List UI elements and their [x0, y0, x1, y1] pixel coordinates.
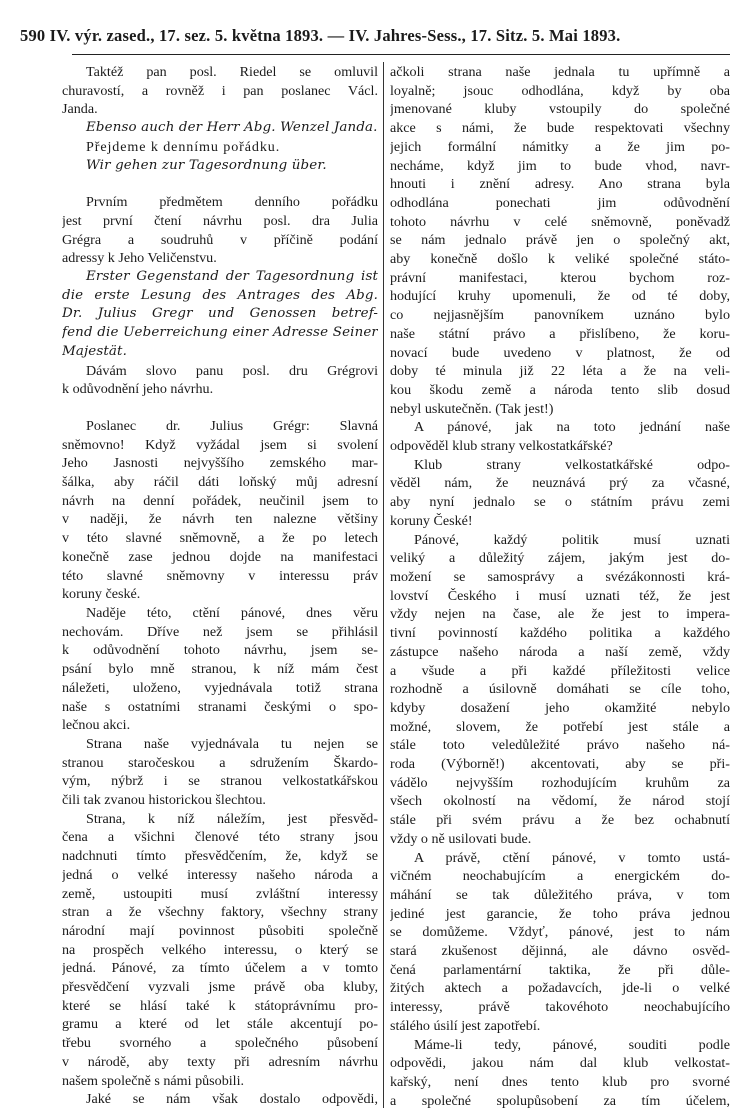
text-line: necháme, když jim to bude vhod, navr-: [390, 157, 730, 174]
text-line: stran a že všechny faktory, všechny strany: [62, 904, 378, 921]
text-line: Dr. Julius Gregr und Genossen betref-: [62, 306, 378, 322]
text-line: Strana, k níž náležím, jest přesvěd-: [86, 810, 378, 827]
text-line: Poslanec dr. Julius Grégr: Slavná: [86, 417, 378, 434]
text-line: máhání se tak důležitého práva, v tom: [390, 886, 730, 903]
text-line: v této slavné sněmovně, a že po letech: [62, 530, 378, 547]
text-line: tivní povinností každého politika a každého: [390, 625, 730, 642]
text-line: šálka, aby ráčil dáti loňský můj adresní: [62, 474, 378, 491]
text-line: psání bylo mně stranou, k níž mám čest: [62, 661, 378, 678]
text-line: čili tak zvanou historickou šlechtou.: [62, 792, 266, 809]
text-line: národní mají povinnost působiti společně: [62, 922, 378, 939]
text-line: Prvním předmětem denního pořádku: [86, 194, 378, 211]
text-line: nadchnuti tímto přesvědčením, že, když se: [62, 848, 378, 865]
text-line: ačkoli strana naše jednala tu upřímně a: [390, 64, 730, 80]
text-line: žitých aktech a požadavcích, jde-li o velké: [390, 980, 730, 997]
text-line: v naději, že návrh ten nalezne většiny: [62, 511, 378, 528]
text-line: koruny české.: [62, 586, 141, 603]
text-line: Strana naše vyjednávala tu nejen se: [86, 735, 378, 752]
text-line: země, ustoupiti musí zvláštní interessy: [62, 885, 378, 902]
text-line: veliký a důležitý zájem, jakým jest do-: [390, 550, 730, 567]
text-line: aby konečně došlo k veliké společné státo-: [390, 251, 730, 268]
text-line: Dávám slovo panu posl. dru Grégrovi: [86, 362, 378, 379]
text-line: lečnou akci.: [62, 717, 131, 734]
text-line: možení se samosprávy a svézákonnosti krá-: [390, 568, 730, 585]
text-line: stále při svém právu a že bez ochabnutí: [390, 812, 730, 829]
text-line: die erste Lesung des Antrages des Abg.: [62, 287, 378, 303]
text-line: akce s námi, že bude respektovati všechny: [390, 120, 730, 137]
text-line: Wir gehen zur Tagesordnung über.: [86, 157, 327, 173]
text-line: roda (Výborně!) akcentovati, aby se při-: [390, 756, 730, 773]
column-divider: [383, 62, 384, 1108]
text-line: lovství Českého i musí uznati též, že jest: [390, 587, 730, 604]
text-line: doby té minula již 22 léta a že na veli-: [390, 363, 730, 380]
text-line: této slavné sněmovny v interessu práv: [62, 567, 378, 584]
text-line: Ebenso auch der Herr Abg. Wenzel Janda.: [86, 120, 378, 136]
text-line: které se hlásí také k státoprávnímu pro-: [62, 997, 378, 1014]
left-column: [62, 63, 378, 1109]
text-line: na prospěch velkého interessu, o který se: [62, 941, 378, 958]
text-line: třebu svorného a společného působení: [62, 1035, 378, 1052]
text-line: Jeho Jasnosti nejvyššího zemského mar-: [62, 455, 378, 472]
text-line: se nám jednalo právě jen o společný akt,: [390, 232, 730, 249]
text-line: návrh na denní pořádek, neučinil jsem to: [62, 492, 378, 509]
text-line: kařský, není dnes tento klub pro svorné: [390, 1073, 730, 1090]
text-line: Klub strany velkostatkářské odpo-: [414, 456, 730, 473]
text-line: zástupce našeho národa a naší země, vždy: [390, 643, 730, 660]
text-line: Pánové, každý politik musí uznati: [414, 531, 730, 548]
text-line: k odůvodnění tohoto návrhu, jsem se-: [62, 642, 378, 659]
text-line: Grégra a soudruhů v příčině podání: [62, 231, 378, 248]
text-line: adressy k Jeho Veličenstvu.: [62, 250, 217, 267]
text-line: v národě, aby texty při adresním návrhu: [62, 1053, 378, 1070]
text-line: možné, slovem, že potřebí jest stále a: [390, 718, 730, 735]
text-line: novací bude uvedeno v platnost, že od: [390, 344, 730, 361]
text-line: odhodlána ponechati jim odůvodnění: [390, 194, 730, 211]
text-line: churavostí, a rovněž i pan poslanec Václ.: [62, 82, 378, 99]
text-line: interessy, právě takovéhoto neochabujícího: [390, 999, 730, 1016]
text-line: nechovám. Dříve než jsem se přihlásil: [62, 623, 378, 640]
text-line: odpovědi, jakou nám dal klub velkostat-: [390, 1055, 730, 1072]
text-line: jejich formální námitky a že jim po-: [390, 138, 730, 155]
text-line: odpověděl klub strany velkostatkářské?: [390, 438, 613, 455]
text-line: gramu a které od let stále akcentují po-: [62, 1016, 378, 1033]
text-line: naše státní právo a přislíbeno, že koru-: [390, 325, 730, 342]
text-line: stálého úsilí jest zapotřebí.: [390, 1017, 541, 1034]
text-line: Majestät.: [62, 343, 127, 359]
text-line: hodující kruhy upomenuli, že od té doby,: [390, 288, 730, 305]
text-line: všech okolností na vědomí, že národ stojí: [390, 793, 730, 810]
text-line: stále toto veledůležité právo našeho ná-: [390, 737, 730, 754]
text-line: jest první čtení návrhu posl. dra Julia: [62, 212, 378, 229]
text-line: naše s ostatními stranami českými o spo-: [62, 698, 378, 715]
text-line: vždy nejen na čase, ale že jest to impera-: [390, 606, 730, 623]
text-line: našem společně s námi působili.: [62, 1072, 245, 1089]
text-line: Taktéž pan posl. Riedel se omluvil: [86, 64, 378, 80]
text-line: a společné spolupůsobení za tím účelem,: [390, 1092, 730, 1109]
text-line: Janda.: [62, 101, 98, 118]
text-line: jedná. Pánové, za tímto účelem a v tomto: [62, 960, 378, 977]
text-line: stranou staročeskou a sdružením Škardo-: [62, 754, 378, 771]
text-line: A pánové, jak na toto jednání naše: [414, 419, 730, 436]
text-line: loyalně; jsouc odhodlána, když by oba: [390, 82, 730, 99]
text-line: věděl nám, že neuznává prý za včasné,: [390, 475, 730, 492]
text-line: čená parlamentární taktika, že při důle-: [390, 961, 730, 978]
text-line: Jaké se nám však dostalo odpovědi,: [86, 1091, 378, 1108]
text-line: a všude a při každé příležitosti velice: [390, 662, 730, 679]
text-line: k odůvodnění jeho návrhu.: [62, 381, 214, 398]
text-line: vádělo nejvyšším rozhodujícím kruhům za: [390, 774, 730, 791]
text-line: co nejjasnějším panovníkem uznáno bylo: [390, 307, 730, 324]
text-line: tohoto návrhu v celé sněmovně, poněvadž: [390, 213, 730, 230]
text-line: vždy o ně usilovati bude.: [390, 830, 532, 847]
text-line: jmenované kluby vstoupily do společné: [390, 101, 730, 118]
text-line: fend die Ueberreichung einer Adresse Seiner: [62, 325, 378, 341]
header-rule: [72, 54, 730, 55]
text-line: rozhodně a úsilovně domáhati se cíle toho,: [390, 681, 730, 698]
text-line: hnouti i znění adresy. Ano strana byla: [390, 176, 730, 193]
text-line: Máme-li tedy, pánové, souditi podle: [414, 1036, 730, 1053]
text-line: stará zkušenost dějinná, ale dávno osvěd-: [390, 943, 730, 960]
text-line: přesvědčení vyzvali jsme právě oba kluby,: [62, 979, 378, 996]
text-line: kdyby dosažení jeho okamžité nebylo: [390, 699, 730, 716]
text-line: nebyl uskutečněn. (Tak jest!): [390, 400, 554, 417]
text-line: A právě, ctění pánové, v tomto ustá-: [414, 849, 730, 866]
text-line: Naděje této, ctění pánové, dnes věru: [86, 604, 378, 621]
text-line: vým, nýbrž i se stranou velkostatkářskou: [62, 773, 378, 790]
text-line: vičném neochabujícím a energickém do-: [390, 868, 730, 885]
text-line: jediné jest garancie, že toho práva jednou: [390, 905, 730, 922]
text-line: kou škodu země a národa tento slib dosud: [390, 381, 730, 398]
page-header: 590 IV. výr. zased., 17. sez. 5. května 1893. — IV. Jahres-Sess., 17. Sitz. 5. Mai 1893.: [20, 26, 621, 45]
text-line: koruny České!: [390, 512, 473, 529]
text-line: aby nyní jednalo se o státním právu zemi: [390, 494, 730, 511]
text-line: čena a všichni členové této strany jsou: [62, 829, 378, 846]
text-line: konečně zase jednou dojde na manifestaci: [62, 548, 378, 565]
text-line: Erster Gegenstand der Tagesordnung ist: [86, 269, 378, 285]
text-line: náležeti, uloženo, vyjednávala totiž strana: [62, 679, 378, 696]
text-line: právní manifestaci, kterou bychom roz-: [390, 269, 730, 286]
paragraph-gap: [62, 399, 378, 417]
text-line: jedná o velké interessy našeho národa a: [62, 866, 378, 883]
paragraph-gap: [62, 175, 378, 193]
text-line: Přejdeme k dennímu pořádku.: [86, 138, 281, 155]
text-line: se domůžeme. Vždyť, pánové, jest to nám: [390, 924, 730, 941]
text-line: sněmovno! Když vyžádal jsem si svolení: [62, 436, 378, 453]
right-column: [390, 63, 730, 1110]
